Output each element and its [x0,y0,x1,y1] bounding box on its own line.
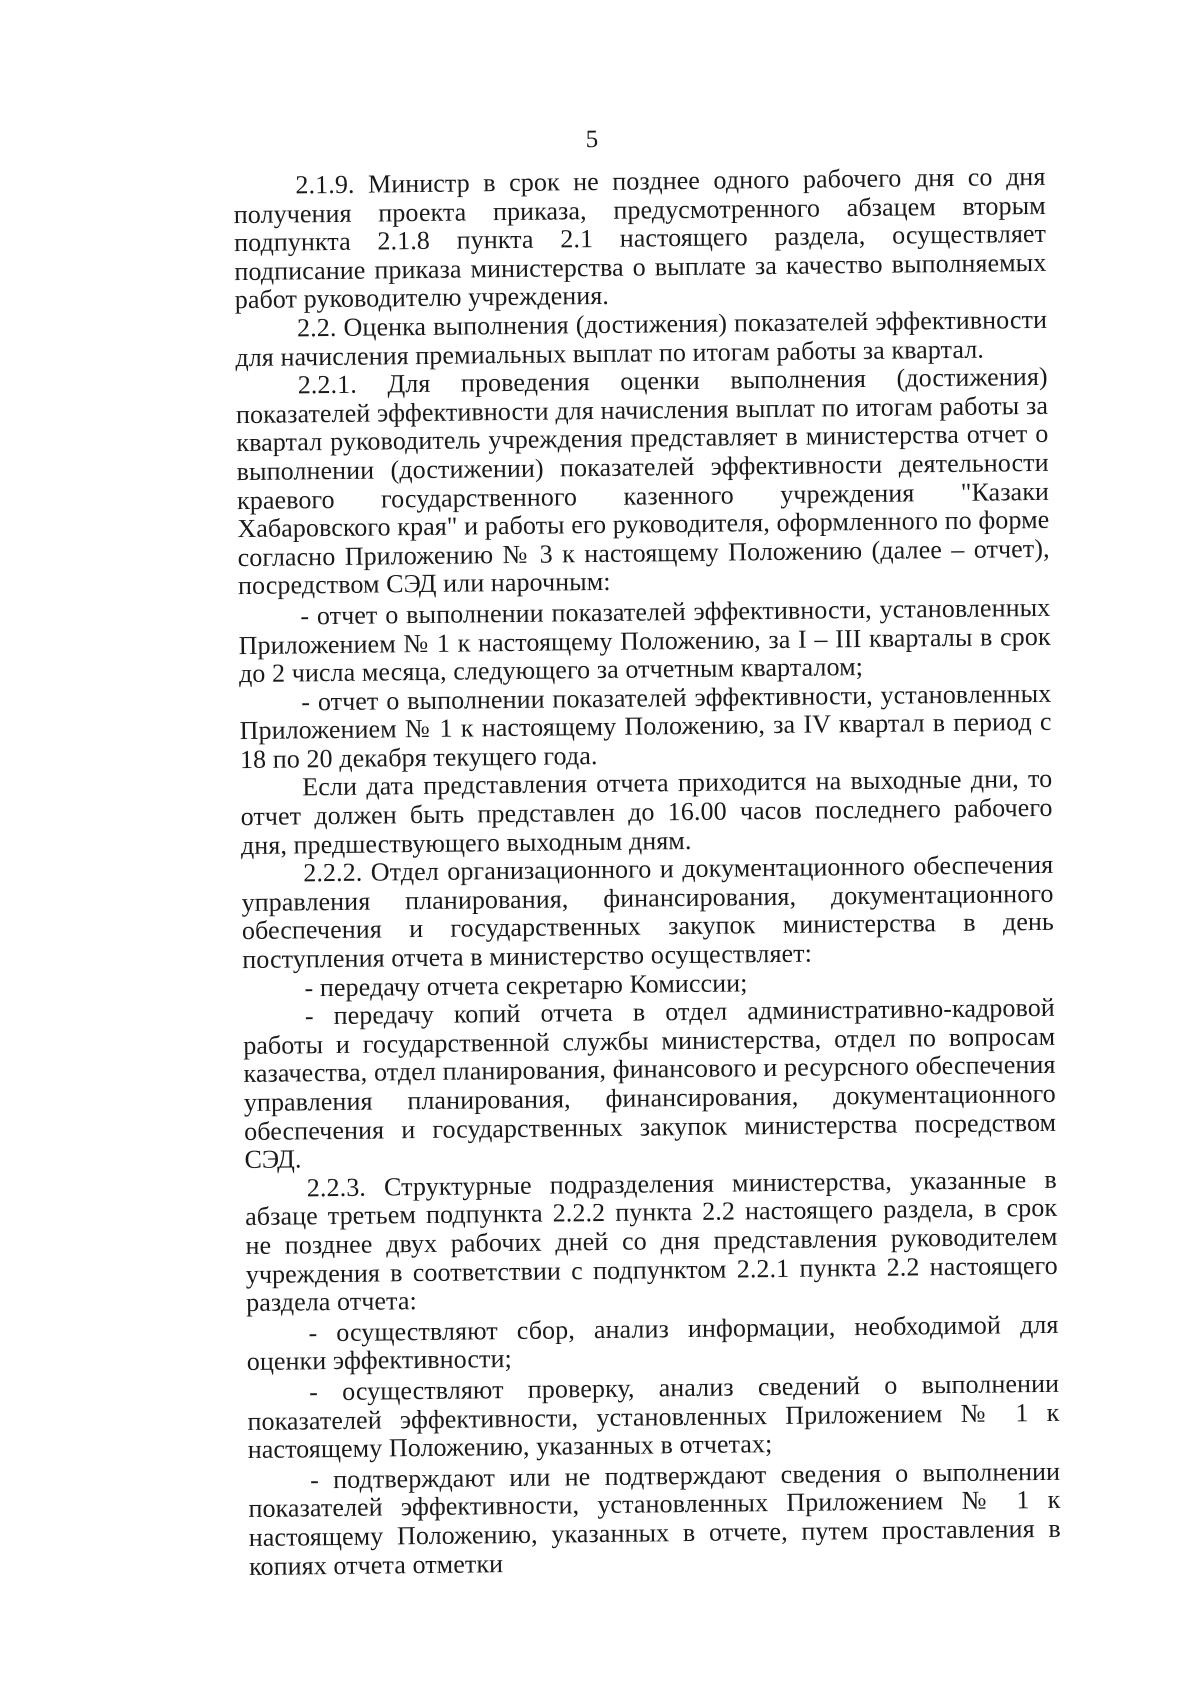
list-item-verify-analyze: - осуществляют проверку, анализ сведений о выполнении показателей эффективности, установленных Приложением № 1 к настоящему Положению, указанных в отчетах; [247,1368,1060,1465]
list-item-collect-analyze: - осуществляют сбор, анализ информации, необходимой для оценки эффективности; [246,1309,1059,1377]
paragraph-2-2-2: 2.2.2. Отдел организационного и документационного обеспечения управления планирования, финансирования, документационного обеспечения и государственных закупок министерства в день поступления отчета в министерство осуществляет: [241,850,1055,975]
paragraph-2-1-9: 2.1.9. Министр в срок не позднее одного рабочего дня со дня получения проекта приказа, предусмотренного абзацем вторым подпункта 2.1.8 пункта 2.1 настоящего раздела, осуществляет подписание приказа министерства о выплате за качество выполняемых работ руководителю учреждения. [233,161,1047,315]
list-item-report-quarters-1-3: - отчет о выполнении показателей эффективности, установленных Приложением № 1 к настоящему Положению, за I – III кварталы в срок до 2 числа месяца, следующего за отчетным кварталом; [238,592,1051,689]
page-number: 5 [585,125,599,154]
paragraph-2-2-1: 2.2.1. Для проведения оценки выполнения (достижения) показателей эффективности для начисления выплат по итогам работы за квартал руководитель учреждения представляет в министерства отчет о выполнении (достижении) показателей эффективности деятельности краевого государственного казенного учреждения "Казаки Хабаровского края" и работы его руководителя, оформленного по форме согласно Приложению № 3 к настоящему Положению (далее – отчет), посредством СЭД или нарочным: [235,362,1050,601]
paragraph-2-2: 2.2. Оценка выполнения (достижения) показателей эффективности для начисления премиальных выплат по итогам работы за квартал. [235,304,1048,372]
paragraph-2-2-3: 2.2.3. Структурные подразделения министерства, указанные в абзаце третьем подпункта 2.2.2 пункта 2.2 настоящего раздела, в срок не позднее двух рабочих дней со дня представления руководителем учреждения в соответствии с подпунктом 2.2.1 пункта 2.2 настоящего раздела отчета: [244,1164,1058,1318]
list-item-confirm-or-deny: - подтверждают или не подтверждают сведения о выполнении показателей эффективности, установленных Приложением № 1 к настоящему Положению, указанных в отчете, путем проставления в копиях отчета отметки [248,1456,1061,1581]
list-item-transfer-copies: - передачу копий отчета в отдел административно-кадровой работы и государственной службы министерства, отдел по вопросам казачества, отдел планирования, финансового и ресурсного обеспечения управления планирования, финансирования, документационного обеспечения и государственных закупок министерства посредством СЭД. [243,993,1057,1175]
paragraph-weekend-rule: Если дата представления отчета приходится на выходные дни, то отчет должен быть представлен до 16.00 часов последнего рабочего дня, предшествующего выходным дням. [240,764,1053,860]
list-item-report-quarter-4: - отчет о выполнении показателей эффективности, установленных Приложением № 1 к настоящему Положению, за IV квартал в период с 18 по 20 декабря текущего года. [239,678,1052,774]
list-item-transfer-to-secretary: - передачу отчета секретарю Комиссии; [304,967,748,1002]
document-body [233,163,1061,1581]
